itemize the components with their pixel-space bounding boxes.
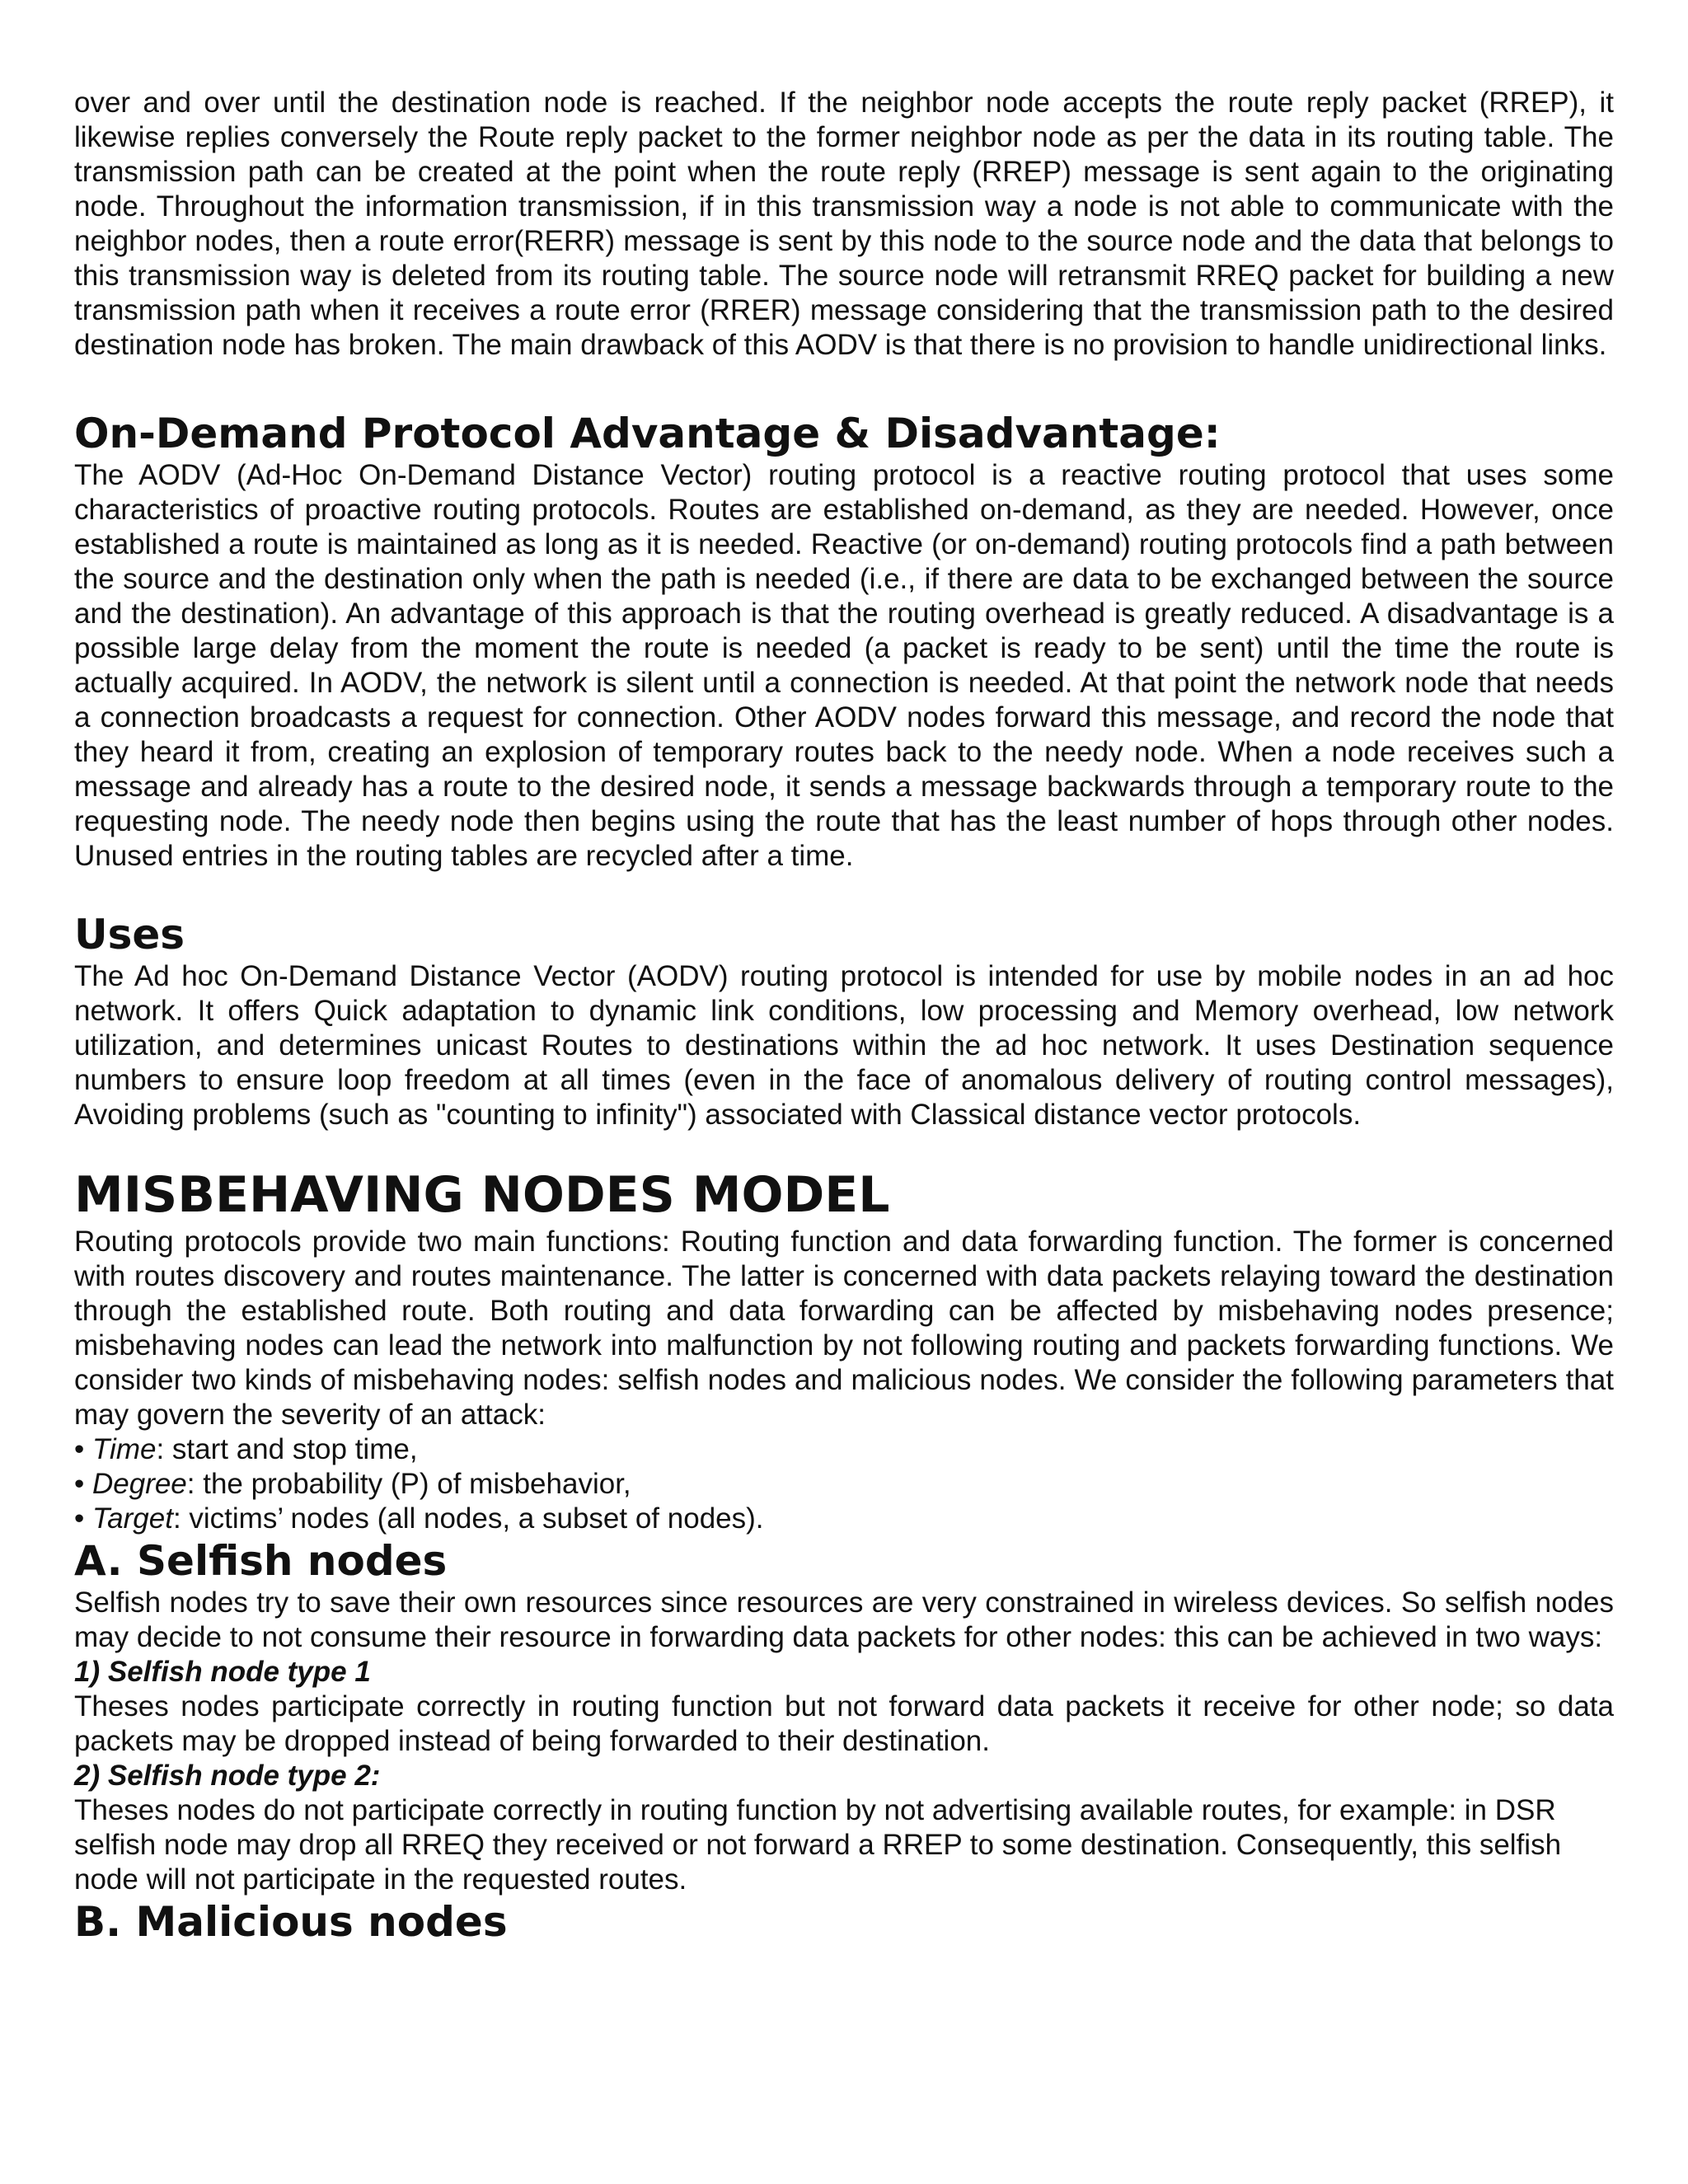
uses-heading: Uses bbox=[74, 911, 185, 958]
intro-paragraph: over and over until the destination node is reached. If the neighbor node accepts the route reply packet (RREP), it likewise replies conversely the Route reply packet to the former neighbor node as per the data in its routing table. The transmission path can be created at the point when the route reply (RREP) message is sent again to the originating node. Throughout the information transmission, if in this transmission way a node is not able to communicate with the neighbor nodes, then a route error(RERR) message is sent by this node to the source node and the data that belongs to this transmission way is deleted from its routing table. The source node will retransmit RREQ packet for building a new transmission path when it receives a route error (RRER) message considering that the transmission path to the desired destination node has broken. The main drawback of this AODV is that there is no provision to handle unidirectional links. bbox=[74, 87, 1614, 361]
section-gap bbox=[74, 363, 1614, 409]
misbehaving-paragraph: Routing protocols provide two main functions: Routing function and data forwarding function. The former is concerned with routes discovery and routes maintenance. The latter is concerned with data packets relaying toward the destination through the established route. Both routing and data forwarding can be affected by misbehaving nodes presence; misbehaving nodes can lead the network into malfunction by not following routing and packets forwarding functions. We consider two kinds of misbehaving nodes: selfish nodes and malicious nodes. We consider the following parameters that may govern the severity of an attack: bbox=[74, 1226, 1614, 1431]
bullet-mark: • bbox=[74, 1502, 92, 1535]
selfish-type1-heading: 1) Selfish node type 1 bbox=[74, 1656, 371, 1688]
parameter-term: Target bbox=[91, 1502, 173, 1535]
section-gap bbox=[74, 1132, 1614, 1165]
malicious-heading: B. Malicious nodes bbox=[74, 1898, 508, 1946]
parameter-item-time bbox=[74, 1432, 1614, 1467]
parameter-item-target bbox=[74, 1502, 1614, 1536]
parameter-item-degree bbox=[74, 1467, 1614, 1502]
bullet-mark: • bbox=[74, 1433, 92, 1465]
selfish-heading: A. Selfish nodes bbox=[74, 1537, 448, 1585]
parameter-description: : start and stop time, bbox=[156, 1433, 418, 1465]
selfish-type2-heading: 2) Selfish node type 2: bbox=[74, 1760, 381, 1792]
section-gap bbox=[74, 874, 1614, 910]
parameter-description: : the probability (P) of misbehavior, bbox=[186, 1468, 631, 1500]
selfish-type2-paragraph: Theses nodes do not participate correctly in routing function by not advertising available routes, for example: in DSR selfish node may drop all RREQ they received or not forward a RREP to some destination. Consequently, this selfish node will not participate in the requested routes. bbox=[74, 1794, 1562, 1896]
document-page bbox=[74, 86, 1614, 1947]
on-demand-paragraph: The AODV (Ad-Hoc On-Demand Distance Vector) routing protocol is a reactive routing protocol that uses some characteristics of proactive routing protocols. Routes are established on-demand, as they are needed. However, once established a route is maintained as long as it is needed. Reactive (or on-demand) routing protocols find a path between the source and the destination only when the path is needed (i.e., if there are data to be exchanged between the source and the destination). An advantage of this approach is that the routing overhead is greatly reduced. A disadvantage is a possible large delay from the moment the route is needed (a packet is ready to be sent) until the time the route is actually acquired. In AODV, the network is silent until a connection is needed. At that point the network node that needs a connection broadcasts a request for connection. Other AODV nodes forward this message, and record the node that they heard it from, creating an explosion of temporary routes back to the needy node. When a node receives such a message and already has a route to the desired node, it sends a message backwards through a temporary route to the requesting node. The needy node then begins using the route that has the least number of hops through other nodes. Unused entries in the routing tables are recycled after a time. bbox=[74, 459, 1614, 872]
uses-paragraph: The Ad hoc On-Demand Distance Vector (AODV) routing protocol is intended for use by mobile nodes in an ad hoc network. It offers Quick adaptation to dynamic link conditions, low processing and Memory overhead, low network utilization, and determines unicast Routes to destinations within the ad hoc network. It uses Destination sequence numbers to ensure loop freedom at all times (even in the face of anomalous delivery of routing control messages), Avoiding problems (such as "counting to infinity") associated with Classical distance vector protocols. bbox=[74, 960, 1614, 1131]
selfish-paragraph: Selfish nodes try to save their own resources since resources are very constrained in wireless devices. So selfish nodes may decide to not consume their resource in forwarding data packets for other nodes: this can be achieved in two ways: bbox=[74, 1586, 1614, 1653]
parameter-list bbox=[74, 1432, 1614, 1536]
on-demand-heading: On-Demand Protocol Advantage & Disadvantage: bbox=[74, 410, 1221, 457]
parameter-description: : victims’ nodes (all nodes, a subset of nodes). bbox=[172, 1502, 764, 1535]
misbehaving-heading: MISBEHAVING NODES MODEL bbox=[74, 1166, 890, 1224]
selfish-type1-paragraph: Theses nodes participate correctly in routing function but not forward data packets it receive for other node; so data packets may be dropped instead of being forwarded to their destination. bbox=[74, 1690, 1614, 1757]
parameter-term: Degree bbox=[91, 1468, 187, 1500]
bullet-mark: • bbox=[74, 1468, 92, 1500]
parameter-term: Time bbox=[91, 1433, 157, 1465]
